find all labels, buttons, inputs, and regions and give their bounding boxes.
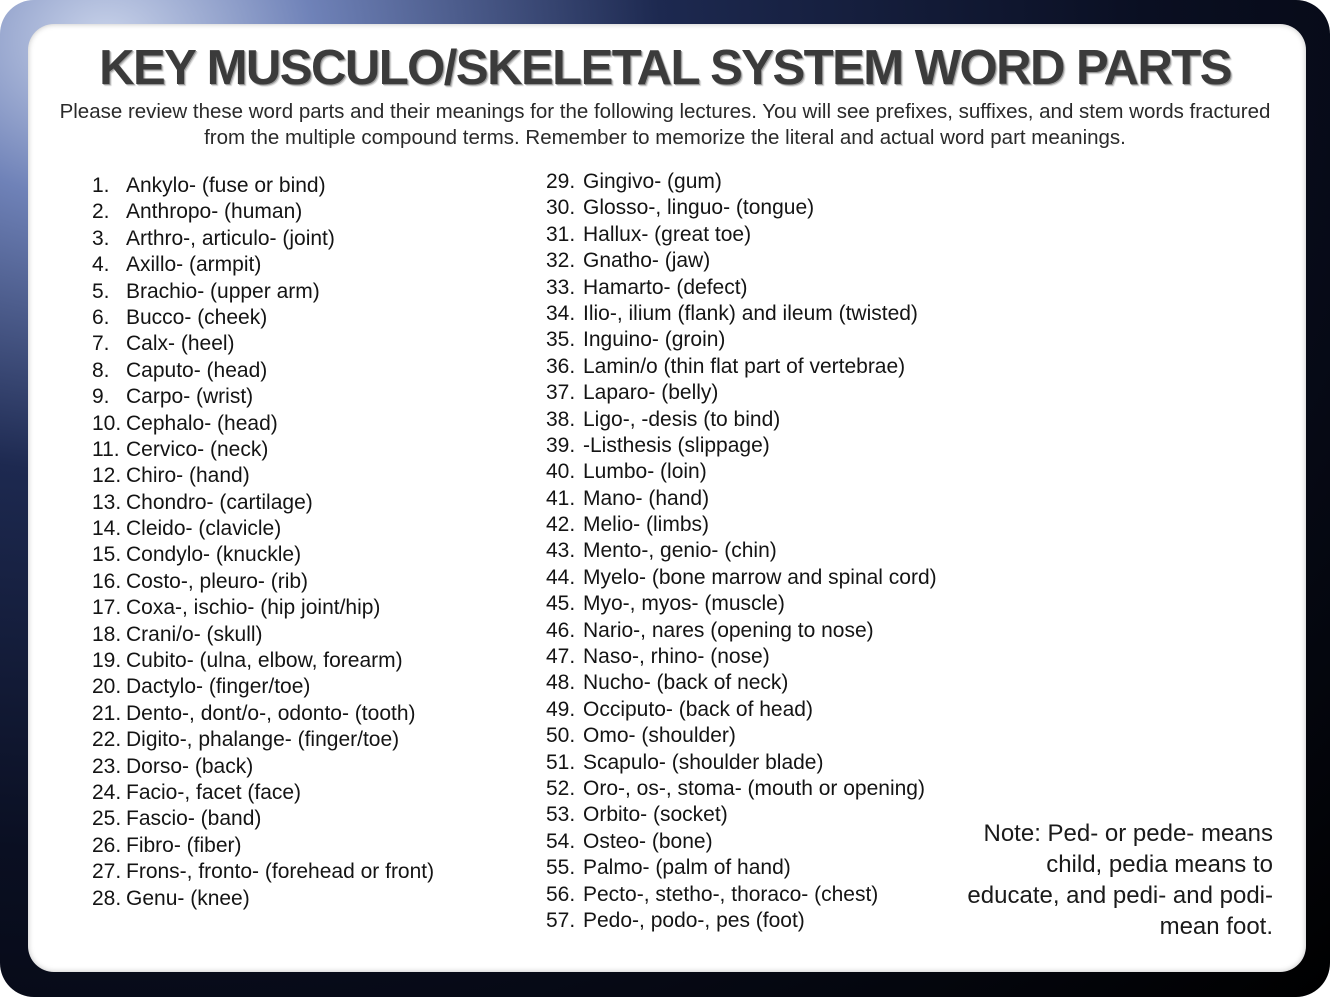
item-text: Genu- (knee) xyxy=(126,886,250,910)
item-text: Crani/o- (skull) xyxy=(126,622,263,646)
list-item xyxy=(546,512,937,538)
list-item xyxy=(92,490,434,516)
item-number: 42. xyxy=(546,513,576,537)
item-number: 51. xyxy=(546,750,576,774)
item-text: Hallux- (great toe) xyxy=(583,222,752,246)
item-number: 7. xyxy=(92,332,110,356)
list-item xyxy=(92,569,434,595)
list-item xyxy=(546,459,937,485)
list-item xyxy=(546,829,937,855)
item-text: Caputo- (head) xyxy=(126,358,268,382)
item-number: 9. xyxy=(92,385,110,409)
list-item xyxy=(92,727,434,753)
list-item xyxy=(92,331,434,357)
item-number: 23. xyxy=(92,754,122,778)
item-number: 19. xyxy=(92,649,122,673)
item-text: Osteo- (bone) xyxy=(583,829,713,853)
list-item xyxy=(546,723,937,749)
item-text: Myo-, myos- (muscle) xyxy=(583,592,785,616)
item-text: Ligo-, -desis (to bind) xyxy=(583,407,781,431)
item-number: 20. xyxy=(92,675,122,699)
item-number: 6. xyxy=(92,305,110,329)
list-item xyxy=(546,380,937,406)
item-number: 13. xyxy=(92,490,122,514)
item-text: Oro-, os-, stoma- (mouth or opening) xyxy=(583,776,925,800)
list-item xyxy=(92,833,434,859)
item-number: 47. xyxy=(546,645,576,669)
item-number: 24. xyxy=(92,780,122,804)
item-number: 22. xyxy=(92,728,122,752)
item-text: Nucho- (back of neck) xyxy=(583,671,789,695)
item-number: 1. xyxy=(92,174,110,197)
list-item xyxy=(92,437,434,463)
item-number: 4. xyxy=(92,253,110,277)
list-item xyxy=(92,463,434,489)
list-item xyxy=(92,199,434,225)
item-number: 41. xyxy=(546,486,576,510)
list-item xyxy=(546,697,937,723)
list-item xyxy=(546,433,937,459)
item-number: 33. xyxy=(546,275,576,299)
item-number: 43. xyxy=(546,539,576,563)
item-text: Brachio- (upper arm) xyxy=(126,279,320,303)
item-text: Carpo- (wrist) xyxy=(126,385,254,409)
list-item xyxy=(546,670,937,696)
item-text: Fascio- (band) xyxy=(126,807,262,831)
item-number: 26. xyxy=(92,833,122,857)
footnote: Note: Ped- or pede- means child, pedia means to educate, and pedi- and podi- mean foot. xyxy=(967,820,1273,940)
item-text: Dorso- (back) xyxy=(126,754,254,778)
list-item xyxy=(92,622,434,648)
item-number: 8. xyxy=(92,358,110,382)
item-number: 40. xyxy=(546,460,576,484)
item-number: 16. xyxy=(92,569,122,593)
list-item xyxy=(92,516,434,542)
item-text: -Listhesis (slippage) xyxy=(583,433,770,457)
item-number: 21. xyxy=(92,701,122,725)
item-text: Bucco- (cheek) xyxy=(126,305,268,329)
item-text: Fibro- (fiber) xyxy=(126,833,242,857)
item-text: Gnatho- (jaw) xyxy=(583,249,711,273)
item-text: Costo-, pleuro- (rib) xyxy=(126,569,309,593)
item-number: 57. xyxy=(546,908,576,932)
list-item xyxy=(546,248,937,274)
item-text: Anthropo- (human) xyxy=(126,200,303,224)
list-item xyxy=(92,674,434,700)
item-number: 11. xyxy=(92,437,120,461)
list-item xyxy=(92,754,434,780)
item-number: 18. xyxy=(92,622,122,646)
list-item xyxy=(546,618,937,644)
item-text: Chondro- (cartilage) xyxy=(126,490,313,514)
item-text: Scapulo- (shoulder blade) xyxy=(583,750,824,774)
item-number: 38. xyxy=(546,407,576,431)
item-text: Mano- (hand) xyxy=(583,486,710,510)
item-text: Melio- (limbs) xyxy=(583,513,709,537)
item-text: Arthro-, articulo- (joint) xyxy=(126,226,335,250)
list-item xyxy=(92,701,434,727)
item-text: Pedo-, podo-, pes (foot) xyxy=(583,908,805,932)
item-number: 37. xyxy=(546,381,576,405)
item-text: Omo- (shoulder) xyxy=(583,724,736,748)
list-item xyxy=(92,886,434,912)
item-number: 36. xyxy=(546,354,576,378)
item-text: Myelo- (bone marrow and spinal cord) xyxy=(583,565,937,589)
list-item xyxy=(92,279,434,305)
list-item xyxy=(546,802,937,828)
item-number: 45. xyxy=(546,592,576,616)
list-item xyxy=(546,407,937,433)
item-number: 27. xyxy=(92,860,122,884)
item-text: Mento-, genio- (chin) xyxy=(583,539,777,563)
item-text: Ankylo- (fuse or bind) xyxy=(126,174,326,197)
item-text: Naso-, rhino- (nose) xyxy=(583,645,770,669)
item-number: 3. xyxy=(92,226,110,250)
list-item xyxy=(546,908,937,934)
item-text: Orbito- (socket) xyxy=(583,803,728,827)
list-item xyxy=(546,644,937,670)
item-text: Gingivo- (gum) xyxy=(583,170,722,193)
list-item xyxy=(546,882,937,908)
list-item xyxy=(92,595,434,621)
item-number: 2. xyxy=(92,200,110,224)
item-text: Digito-, phalange- (finger/toe) xyxy=(126,728,400,752)
item-text: Hamarto- (defect) xyxy=(583,275,748,299)
list-item xyxy=(92,806,434,832)
list-item xyxy=(546,591,937,617)
item-number: 48. xyxy=(546,671,576,695)
item-text: Occiputo- (back of head) xyxy=(583,697,813,721)
list-item xyxy=(546,327,937,353)
item-number: 5. xyxy=(92,279,110,303)
list-item xyxy=(546,565,937,591)
term-list-right xyxy=(546,169,937,934)
item-number: 44. xyxy=(546,565,576,589)
item-number: 55. xyxy=(546,856,576,880)
item-text: Calx- (heel) xyxy=(126,332,235,356)
list-item xyxy=(546,195,937,221)
list-item xyxy=(92,358,434,384)
list-item xyxy=(92,384,434,410)
item-text: Dactylo- (finger/toe) xyxy=(126,675,311,699)
item-number: 50. xyxy=(546,724,576,748)
item-number: 25. xyxy=(92,807,122,831)
list-item xyxy=(92,226,434,252)
item-text: Pecto-, stetho-, thoraco- (chest) xyxy=(583,882,879,906)
item-text: Ilio-, ilium (flank) and ileum (twisted) xyxy=(583,301,918,325)
item-number: 56. xyxy=(546,882,576,906)
item-number: 28. xyxy=(92,886,122,910)
list-item xyxy=(92,859,434,885)
item-text: Chiro- (hand) xyxy=(126,464,250,488)
list-item xyxy=(92,542,434,568)
list-item xyxy=(546,275,937,301)
list-item xyxy=(92,173,434,199)
item-text: Cleido- (clavicle) xyxy=(126,517,282,541)
item-text: Inguino- (groin) xyxy=(583,328,726,352)
item-number: 54. xyxy=(546,829,576,853)
slide-title: KEY MUSCULO/SKELETAL SYSTEM WORD PARTS xyxy=(99,41,1231,95)
item-number: 39. xyxy=(546,433,576,457)
item-number: 12. xyxy=(92,464,122,488)
list-item xyxy=(546,169,937,195)
item-text: Axillo- (armpit) xyxy=(126,253,262,277)
list-item xyxy=(546,776,937,802)
item-number: 10. xyxy=(92,411,122,435)
list-item xyxy=(546,222,937,248)
item-text: Frons-, fronto- (forehead or front) xyxy=(126,860,435,884)
item-text: Glosso-, linguo- (tongue) xyxy=(583,196,815,220)
item-text: Lamin/o (thin flat part of vertebrae) xyxy=(583,354,906,378)
item-number: 30. xyxy=(546,196,576,220)
item-text: Cervico- (neck) xyxy=(126,437,269,461)
item-number: 32. xyxy=(546,249,576,273)
list-item xyxy=(546,855,937,881)
item-number: 52. xyxy=(546,776,576,800)
item-text: Coxa-, ischio- (hip joint/hip) xyxy=(126,596,381,620)
item-text: Cubito- (ulna, elbow, forearm) xyxy=(126,649,403,673)
list-item xyxy=(92,411,434,437)
list-item xyxy=(546,486,937,512)
item-number: 31. xyxy=(546,222,576,246)
item-text: Laparo- (belly) xyxy=(583,381,719,405)
item-text: Dento-, dont/o-, odonto- (tooth) xyxy=(126,701,416,725)
item-number: 34. xyxy=(546,301,576,325)
item-number: 49. xyxy=(546,697,576,721)
term-list-left xyxy=(92,173,434,912)
list-item xyxy=(92,780,434,806)
item-number: 14. xyxy=(92,517,122,541)
item-number: 29. xyxy=(546,170,576,193)
list-item xyxy=(546,354,937,380)
item-text: Palmo- (palm of hand) xyxy=(583,856,791,880)
item-number: 53. xyxy=(546,803,576,827)
item-text: Cephalo- (head) xyxy=(126,411,278,435)
item-number: 17. xyxy=(92,596,122,620)
intro-text: Please review these word parts and their meanings for the following lectures. You will see prefixes, suffixes, and stem words fractured from the multiple compound terms. Remember to memorize the literal and actual word part meanings. xyxy=(59,100,1271,149)
item-text: Nario-, nares (opening to nose) xyxy=(583,618,874,642)
item-text: Lumbo- (loin) xyxy=(583,460,707,484)
list-item xyxy=(92,648,434,674)
list-item xyxy=(546,750,937,776)
item-number: 15. xyxy=(92,543,122,567)
item-number: 46. xyxy=(546,618,576,642)
item-number: 35. xyxy=(546,328,576,352)
item-text: Facio-, facet (face) xyxy=(126,780,302,804)
list-item xyxy=(546,301,937,327)
item-text: Condylo- (knuckle) xyxy=(126,543,302,567)
list-item xyxy=(92,305,434,331)
list-item xyxy=(546,538,937,564)
list-item xyxy=(92,252,434,278)
